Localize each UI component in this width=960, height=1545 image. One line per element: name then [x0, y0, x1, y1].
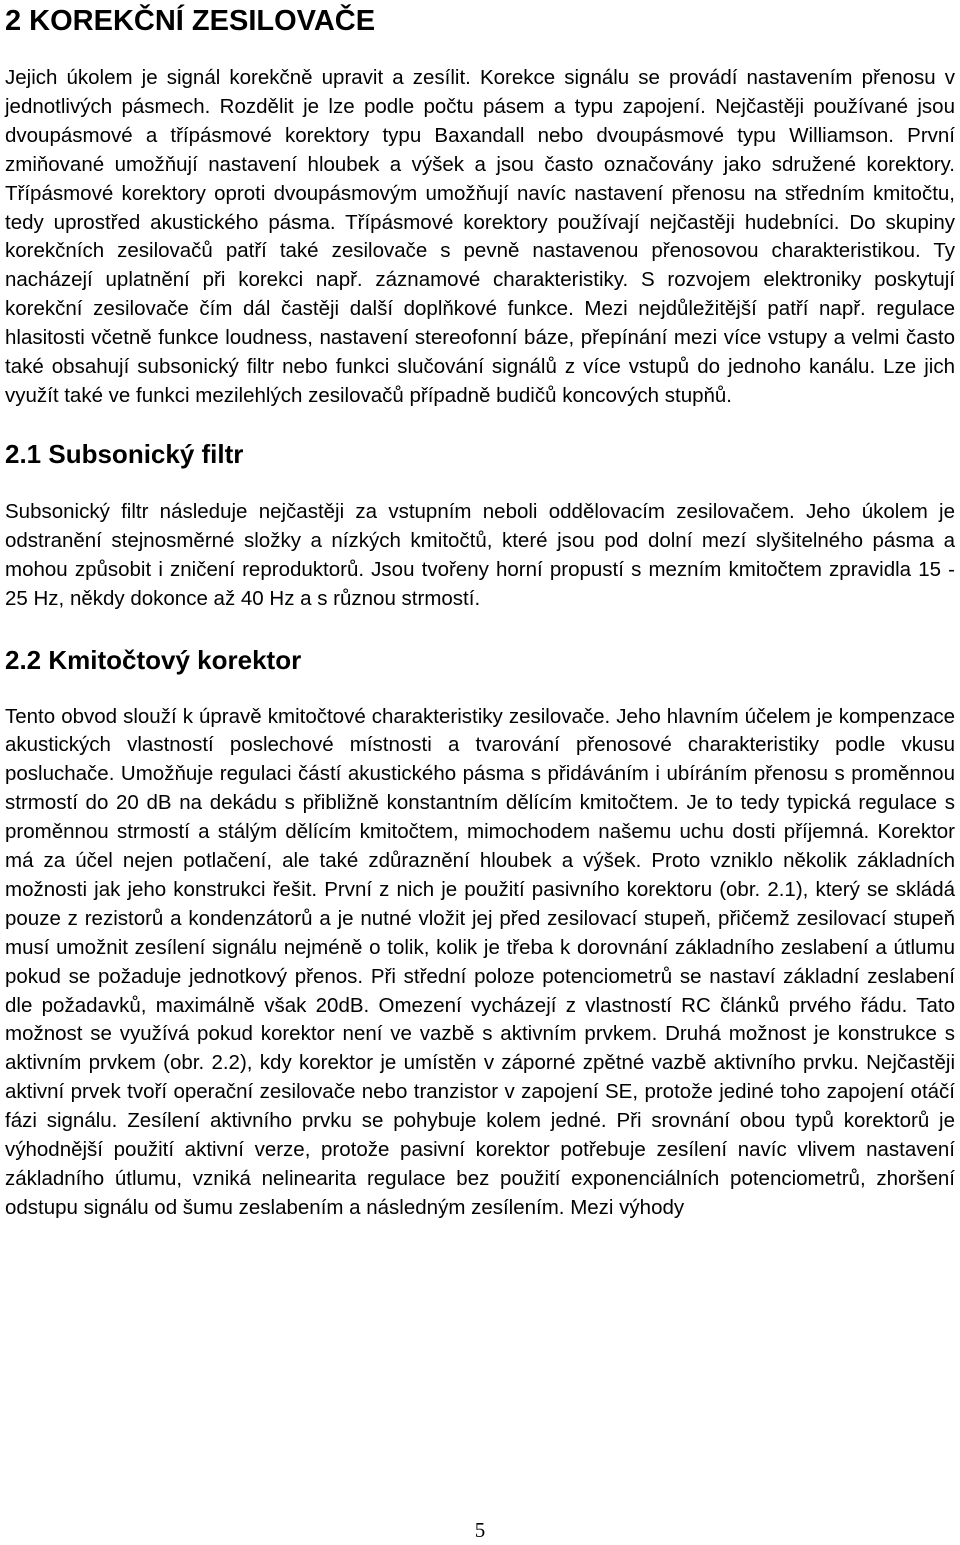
section-paragraph-subsonic-filter: Subsonický filtr následuje nejčastěji za vstupním neboli oddělovacím zesilovačem. Jeho úkolem je odstranění stejnosměrné složky a nízkých kmitočtů, které jsou pod dolní mezí slyšitelného pásma a mohou způsobit i zničení reproduktorů. Jsou tvořeny horní propustí s mezním kmitočtem zpravidla 15 - 25 Hz, někdy dokonce až 40 Hz a s různou strmostí. [5, 499, 955, 610]
document-page [5, 0, 955, 1223]
section-heading-frequency-corrector: 2.2 Kmitočtový korektor [5, 644, 302, 675]
page-number: 5 [474, 1518, 486, 1542]
chapter-title: 2 KOREKČNÍ ZESILOVAČE [5, 5, 376, 37]
section-heading-subsonic-filter: 2.1 Subsonický filtr [5, 438, 244, 469]
intro-paragraph: Jejich úkolem je signál korekčně upravit a zesílit. Korekce signálu se provádí nastavením přenosu v jednotlivých pásmech. Rozdělit je lze podle počtu pásem a typu zapojení. Nejčastěji používané jsou dvoupásmové a třípásmové korektory typu Baxandall nebo dvoupásmové typu Williamson. První zmiňované umožňují nastavení hloubek a výšek a jsou často označovány jako sdružené korektory. Třípásmové korektory oproti dvoupásmovým umožňují navíc nastavení přenosu na středním kmitočtu, tedy uprostřed akustického pásma. Třípásmové korektory používají nejčastěji hudebníci. Do skupiny korekčních zesilovačů patří také zesilovače s pevně nastavenou přenosovou charakteristikou. Ty nacházejí uplatnění při korekci např. záznamové charakteristiky. S rozvojem elektroniky poskytují korekční zesilovače čím dál častěji další doplňkové funkce. Mezi nejdůležitější patří např. regulace hlasitosti včetně funkce loudness, nastavení stereofonní báze, přepínání mezi více vstupy a velmi často také obsahují subsonický filtr nebo funkci slučování signálů z více vstupů do jednoho kanálu. Lze jich využít také ve funkci mezilehlých zesilovačů případně budičů koncových stupňů. [5, 66, 955, 407]
section-paragraph-frequency-corrector: Tento obvod slouží k úpravě kmitočtové charakteristiky zesilovače. Jeho hlavním účelem je kompenzace akustických vlastností poslechové místnosti a tvarování přenosové charakteristiky podle vkusu posluchače. Umožňuje regulaci částí akustického pásma s přidáváním i ubíráním přenosu s proměnnou strmostí do 20 dB na dekádu s přibližně konstantním dělícím kmitočtem. Je to tedy typická regulace s proměnnou strmostí a stálým dělícím kmitočtem, mimochodem našemu uchu dosti příjemná. Korektor má za účel nejen potlačení, ale také zdůraznění hloubek a výšek. Proto vzniklo několik základních možnosti jak jeho konstrukci řešit. První z nich je použití pasivního korektoru (obr. 2.1), který se skládá pouze z rezistorů a kondenzátorů a je nutné vložit jej před zesilovací stupeň, přičemž zesilovací stupeň musí umožnit zesílení signálu nejméně o tolik, kolik je třeba k dorovnání základního zeslabení a útlumu pokud se požaduje jednotkový přenos. Při střední poloze potenciometrů se nastaví základní zeslabení dle požadavků, maximálně však 20dB. Omezení vycházejí z vlastností RC článků prvého řádu. Tato možnost se využívá pokud korektor není ve vazbě s aktivním prvkem. Druhá možnost je konstrukce s aktivním prvkem (obr. 2.2), kdy korektor je umístěn v záporné zpětné vazbě aktivního prvku. Nejčastěji aktivní prvek tvoří operační zesilovače nebo tranzistor v zapojení SE, protože jediné toho zapojení otáčí fázi signálu. Zesílení aktivního prvku se pohybuje kolem jedné. Při srovnání obou typů korektorů je výhodnější použití aktivní verze, protože pasivní korektor potřebuje zesílení navíc vlivem nastavení základního útlumu, vzniká nelinearita regulace bez použití exponenciálních potenciometrů, zhoršení odstupu signálu od šumu zeslabením a následným zesílením. Mezi výhody [5, 704, 955, 1219]
